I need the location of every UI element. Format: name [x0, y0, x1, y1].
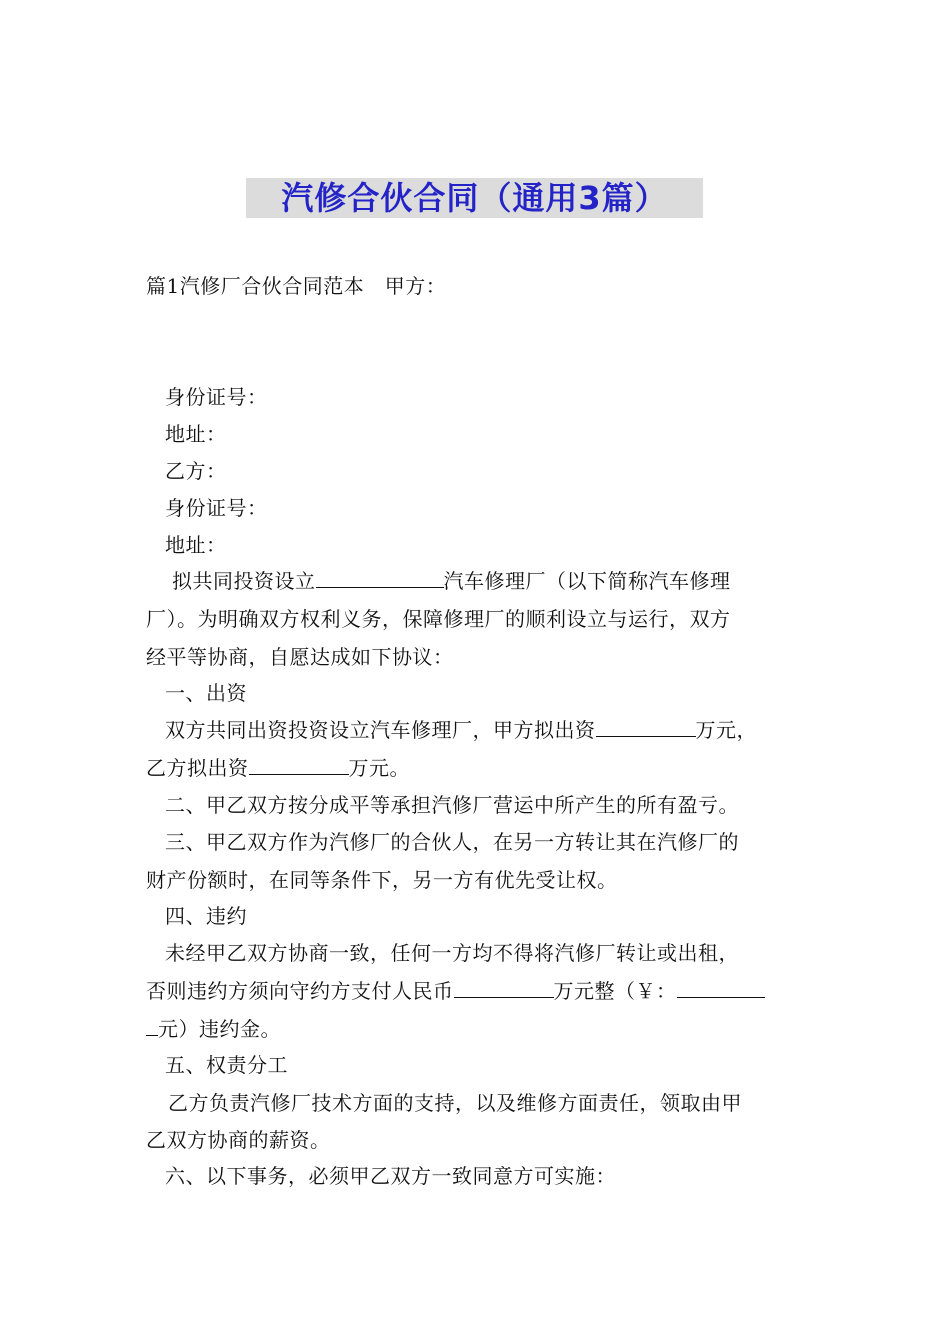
section-1-text-d: 万元。	[348, 756, 410, 780]
penalty-amount-blank[interactable]	[454, 977, 554, 998]
intro-line-2: 厂）。为明确双方权利义务，保障修理厂的顺利设立与运行，双方	[146, 607, 731, 631]
party-b-id-label: 身份证号：	[165, 496, 268, 520]
intro-text-b: 汽车修理厂（以下简称汽车修理	[443, 569, 731, 593]
intro-line-3: 经平等协商，自愿达成如下协议：	[146, 645, 454, 669]
intro-text-a: 拟共同投资设立	[172, 569, 316, 593]
section-5-heading: 五、权责分工	[165, 1053, 288, 1077]
section-4-line-1: 未经甲乙双方协商一致，任何一方均不得将汽修厂转让或出租，	[165, 941, 739, 965]
party-b-address-label: 地址：	[165, 533, 227, 557]
factory-name-blank[interactable]	[316, 567, 444, 588]
document-title: 汽修合伙合同（通用3篇）	[281, 179, 668, 217]
section-4-heading: 四、违约	[165, 904, 247, 928]
intro-line-1	[172, 567, 731, 595]
section-4-line-2	[146, 977, 765, 1005]
section-1-line-1	[165, 716, 757, 744]
section-5-line-2: 乙双方协商的薪资。	[146, 1128, 331, 1152]
section-1-heading: 一、出资	[165, 681, 247, 705]
party-b-capital-blank[interactable]	[249, 754, 349, 775]
section-2-line-1: 二、甲乙双方按分成平等承担汽修厂营运中所产生的所有盈亏。	[165, 793, 739, 817]
section-1-line-2	[146, 754, 410, 782]
section-1-text-b: 万元，	[695, 718, 757, 742]
party-a-capital-blank[interactable]	[596, 716, 696, 737]
section-6-line-1: 六、以下事务，必须甲乙双方一致同意方可实施：	[165, 1164, 616, 1188]
section-3-line-1: 三、甲乙双方作为汽修厂的合伙人，在另一方转让其在汽修厂的	[165, 830, 739, 854]
section-5-line-1: 乙方负责汽修厂技术方面的支持，以及维修方面责任，领取由甲	[168, 1091, 742, 1115]
section-1-text-a: 双方共同出资投资设立汽车修理厂，甲方拟出资	[165, 718, 596, 742]
section-4-text-b: 万元整（￥：	[553, 979, 677, 1003]
party-b-label: 乙方：	[165, 459, 227, 483]
party-a-id-label: 身份证号：	[165, 385, 268, 409]
section-heading: 篇1汽修厂合伙合同范本 甲方：	[146, 274, 447, 298]
penalty-figure-blank[interactable]	[677, 977, 765, 998]
section-4-text-a: 否则违约方须向守约方支付人民币	[146, 979, 454, 1003]
penalty-figure-blank-cont[interactable]	[146, 1015, 158, 1036]
section-1-text-c: 乙方拟出资	[146, 756, 249, 780]
section-4-line-3	[146, 1015, 281, 1043]
section-4-text-c: 元）违约金。	[158, 1017, 281, 1041]
section-3-line-2: 财产份额时，在同等条件下，另一方有优先受让权。	[146, 868, 618, 892]
party-a-address-label: 地址：	[165, 422, 227, 446]
